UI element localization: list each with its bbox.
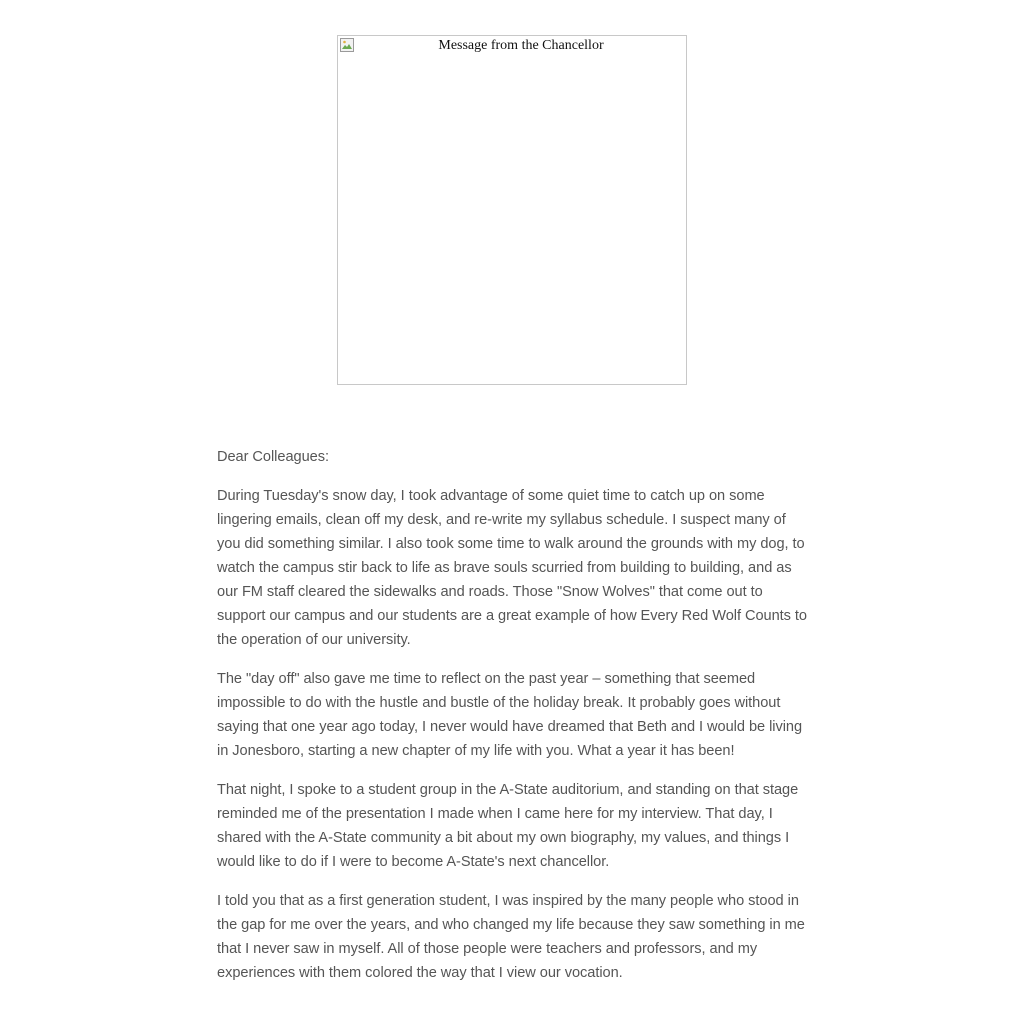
letter-paragraph: I told you that as a first generation student, I was inspired by the many people who stood in the gap for me over the years, and who changed my life because they saw something in me that I never saw in myself. All of those people were teachers and professors, and my experiences with them colored the way that I view our vocation. <box>217 893 805 981</box>
letter-paragraph: That night, I spoke to a student group in the A-State auditorium, and standing on that stage reminded me of the presentation I made when I came here for my interview. That day, I shared with the A-State community a bit about my own biography, my values, and things I would like to do if I were to become A-State's next chancellor. <box>217 782 799 870</box>
salutation: Dear Colleagues: <box>217 449 329 465</box>
letter-paragraph: During Tuesday's snow day, I took advantage of some quiet time to catch up on some lingering emails, clean off my desk, and re-write my syllabus schedule. I suspect many of you did something similar. I also took some time to walk around the grounds with my dog, to watch the campus stir back to life as brave souls scurried from building to building, and as our FM staff cleared the sidewalks and roads. Those "Snow Wolves" that come out to support our campus and our students are a great example of how Every Red Wolf Counts to the operation of our university. <box>217 488 807 648</box>
chancellor-message-image <box>337 35 687 385</box>
image-alt-text: Message from the Chancellor <box>438 38 604 53</box>
letter-body <box>217 445 809 1000</box>
letter-paragraph: The "day off" also gave me time to reflect on the past year – something that seemed impossible to do with the hustle and bustle of the holiday break. It probably goes without saying that one year ago today, I never would have dreamed that Beth and I would be living in Jonesboro, starting a new chapter of my life with you. What a year it has been! <box>217 671 803 759</box>
